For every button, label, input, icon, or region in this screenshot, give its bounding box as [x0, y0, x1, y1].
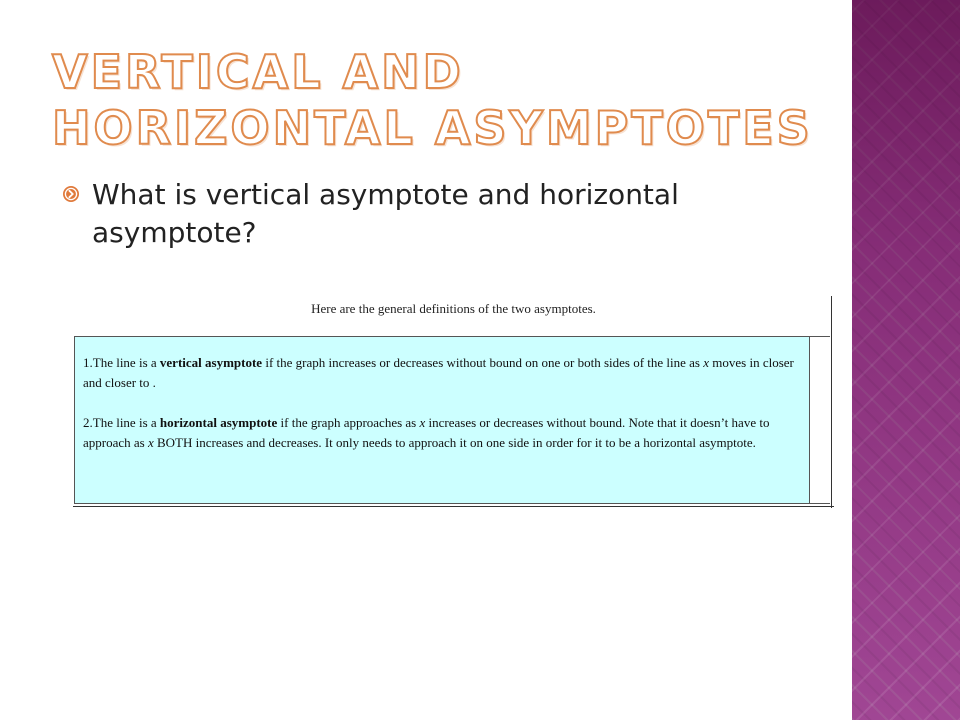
bullet-text: What is vertical asymptote and horizontal asymptote? [92, 178, 679, 249]
definition-text: if the graph approaches as [277, 415, 420, 430]
circled-arrow-bullet-icon [62, 185, 80, 203]
definition-text: if the graph increases or decreases without bound on one or both sides of the line as [262, 355, 704, 370]
definition-term: vertical asymptote [159, 355, 263, 370]
decorative-side-band [852, 0, 960, 720]
definition-text: increases or decreases without bound. Note that it doesn’t have to approach as [83, 415, 770, 450]
table-border-bottom [73, 506, 834, 507]
definitions-heading: Here are the general definitions of the two asymptotes. [311, 301, 596, 316]
bullet-item [62, 176, 782, 252]
horizontal-asymptote-definition [83, 413, 801, 453]
definition-variable: x [419, 415, 426, 430]
definition-variable: x [147, 435, 154, 450]
definition-text: 1.The line is a [83, 355, 160, 370]
definition-text: moves in closer and closer to . [83, 355, 794, 390]
definition-text: BOTH increases and decreases. It only needs to approach it on one side in order for it to be a horizontal asymptote. [153, 435, 756, 450]
table-side-cell [810, 336, 830, 504]
definition-term: horizontal asymptote [159, 415, 278, 430]
definition-variable: x [703, 355, 710, 370]
vertical-asymptote-definition [83, 353, 801, 393]
definitions-panel [74, 336, 810, 504]
slide-title: VERTICAL AND HORIZONTAL ASYMPTOTES [52, 45, 813, 155]
definition-text: 2.The line is a [83, 415, 160, 430]
table-border-right [831, 296, 832, 508]
definitions-table [73, 296, 834, 508]
